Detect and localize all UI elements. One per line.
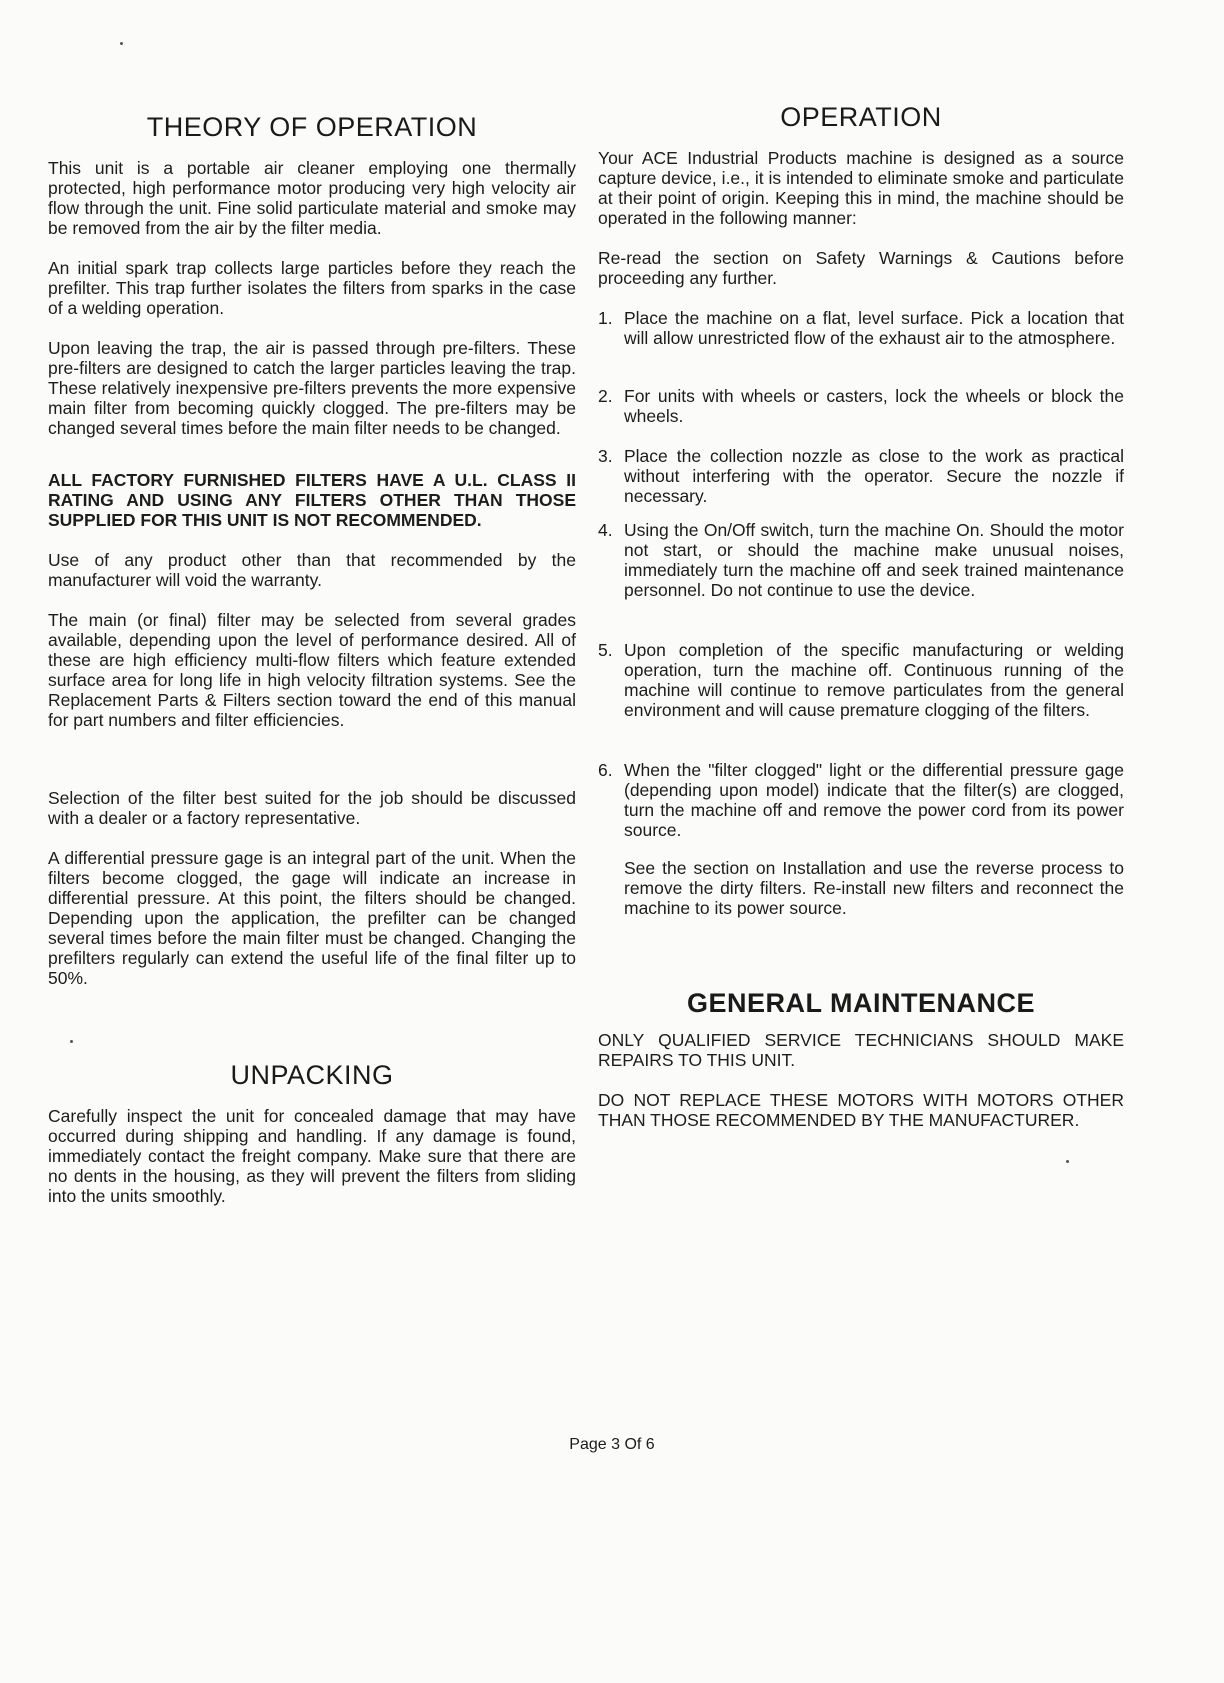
step-text: For units with wheels or casters, lock the wheels or block the wheels. xyxy=(624,386,1124,426)
theory-paragraph-2: An initial spark trap collects large particles before they reach the prefilter. This trap further isolates the filters from sparks in the case of a welding operation. xyxy=(48,258,576,318)
step-number: 2. xyxy=(598,386,613,406)
filter-replacement-note: See the section on Installation and use the reverse process to remove the dirty filters. Re-install new filters and reconnect the machine to its power source. xyxy=(624,858,1124,918)
general-maintenance-heading: GENERAL MAINTENANCE xyxy=(686,988,1035,1018)
step-number: 5. xyxy=(598,640,613,660)
differential-gage-paragraph: A differential pressure gage is an integral part of the unit. When the filters become clogged, the gage will indicate an increase in differential pressure. At this point, the filters should be changed. Depending upon the application, the prefilter can be changed several times before the main filter must be changed. Changing the prefilters regularly can extend the useful life of the final filter up to 50%. xyxy=(48,848,576,988)
theory-paragraph-1: This unit is a portable air cleaner employing one thermally protected, high performance motor producing very high velocity air flow through the unit. Fine solid particulate material and smoke may be removed from the air by the filter media. xyxy=(48,158,576,238)
step-text: Using the On/Off switch, turn the machine On. Should the motor not start, or should the machine make unusual noises, immediately turn the machine off and seek trained maintenance personnel. Do not continue to use the device. xyxy=(624,520,1124,600)
step-number: 3. xyxy=(598,446,613,466)
step-text: Place the collection nozzle as close to the work as practical without interfering with the operator. Secure the nozzle if necessary. xyxy=(624,446,1124,506)
theory-of-operation-heading: THEORY OF OPERATION xyxy=(146,112,478,142)
step-number: 1. xyxy=(598,308,613,328)
main-filter-paragraph: The main (or final) filter may be selected from several grades available, depending upon the level of performance desired. All of these are high efficiency multi-flow filters which feature extended surface area for long life in high velocity filtration systems. See the Replacement Parts & Filters section toward the end of this manual for part numbers and filter efficiencies. xyxy=(48,610,576,730)
warranty-paragraph: Use of any product other than that recommended by the manufacturer will void the warranty. xyxy=(48,550,576,590)
reread-safety-note: Re-read the section on Safety Warnings & Cautions before proceeding any further. xyxy=(598,248,1124,288)
step-text: Place the machine on a flat, level surface. Pick a location that will allow unrestricted flow of the exhaust air to the atmosphere. xyxy=(624,308,1124,348)
theory-paragraph-3: Upon leaving the trap, the air is passed through pre-filters. These pre-filters are designed to catch the larger particles leaving the trap. These relatively inexpensive pre-filters prevents the more expensive main filter from becoming quickly clogged. The pre-filters may be changed several times before the main filter needs to be changed. xyxy=(48,338,576,438)
step-number: 4. xyxy=(598,520,613,540)
operation-intro: Your ACE Industrial Products machine is designed as a source capture device, i.e., it is intended to eliminate smoke and particulate at their point of origin. Keeping this in mind, the machine should be operated in the following manner: xyxy=(598,148,1124,228)
qualified-technicians-warning: ONLY QUALIFIED SERVICE TECHNICIANS SHOULD MAKE REPAIRS TO THIS UNIT. xyxy=(598,1030,1124,1070)
scan-speck xyxy=(70,1040,73,1043)
operation-heading: OPERATION xyxy=(780,102,942,132)
unpacking-heading: UNPACKING xyxy=(230,1060,394,1090)
filter-class-warning: ALL FACTORY FURNISHED FILTERS HAVE A U.L. CLASS II RATING AND USING ANY FILTERS OTHER THAN THOSE SUPPLIED FOR THIS UNIT IS NOT RECOMMENDED. xyxy=(48,470,576,530)
scan-speck xyxy=(120,42,123,45)
motor-replacement-warning: DO NOT REPLACE THESE MOTORS WITH MOTORS OTHER THAN THOSE RECOMMENDED BY THE MANUFACTURER. xyxy=(598,1090,1124,1130)
step-text: When the "filter clogged" light or the differential pressure gage (depending upon model) indicate that the filter(s) are clogged, turn the machine off and remove the power cord from its power source. xyxy=(624,760,1124,840)
page-number: Page 3 Of 6 xyxy=(569,1436,655,1453)
step-number: 6. xyxy=(598,760,613,780)
unpacking-paragraph: Carefully inspect the unit for concealed damage that may have occurred during shipping and handling. If any damage is found, immediately contact the freight company. Make sure that there are no dents in the housing, as they will prevent the filters from sliding into the units smoothly. xyxy=(48,1106,576,1206)
filter-selection-paragraph: Selection of the filter best suited for the job should be discussed with a dealer or a factory representative. xyxy=(48,788,576,828)
step-text: Upon completion of the specific manufacturing or welding operation, turn the machine off. Continuous running of the machine will continue to remove particulates from the general environment and will cause premature clogging of the filters. xyxy=(624,640,1124,720)
scan-speck xyxy=(1066,1160,1069,1163)
